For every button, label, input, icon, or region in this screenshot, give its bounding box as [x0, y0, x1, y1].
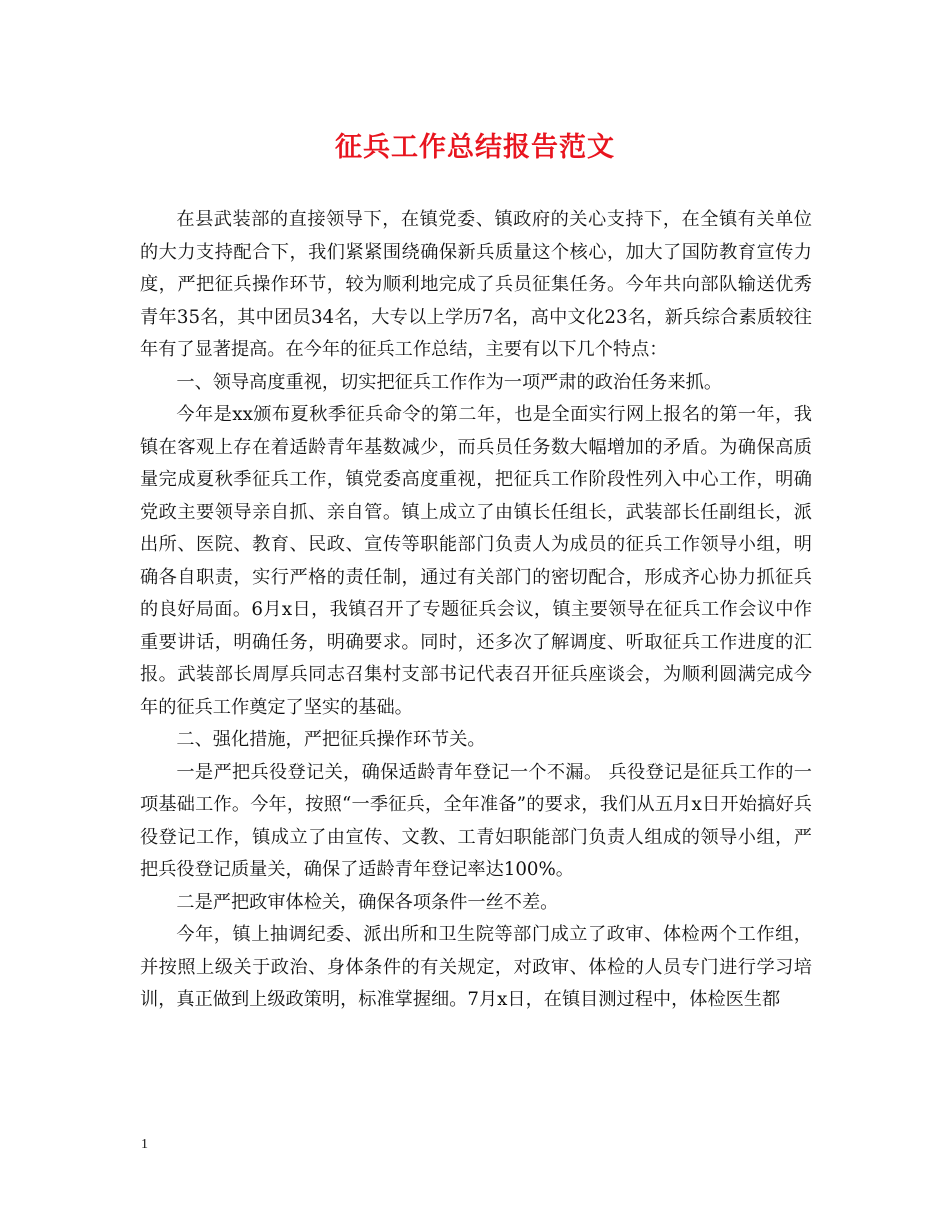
paragraph-review: 今年，镇上抽调纪委、派出所和卫生院等部门成立了政审、体检两个工作组，并按照上级关于政治、身体条件的有关规定，对政审、体检的人员专门进行学习培训，真正做到上级政策明，标准掌握细。7月x日，在镇目测过程中，体检医生都 [140, 924, 812, 1010]
section-heading-2: 二、强化措施，严把征兵操作环节关。 [176, 729, 486, 750]
paragraph-intro: 在县武装部的直接领导下，在镇党委、镇政府的关心支持下，在全镇有关单位的大力支持配合下，我们紧紧围绕确保新兵质量这个核心，加大了国防教育宣传力度，严把征兵操作环节，较为顺利地完成了兵员征集任务。今年共向部队输送优秀青年35名，其中团员34名，大专以上学历7名，高中文化23名，新兵综合素质较往年有了显著提高。在今年的征兵工作总结，主要有以下几个特点： [140, 209, 812, 360]
section-heading-1: 一、领导高度重视，切实把征兵工作作为一项严肃的政治任务来抓。 [176, 371, 723, 393]
document-title: 征兵工作总结报告范文 [335, 132, 615, 163]
page-number: 1 [141, 1137, 148, 1152]
subheading-review: 二是严把政审体检关，确保各项条件一丝不差。 [176, 891, 559, 913]
paragraph-leadership: 今年是xx颁布夏秋季征兵命令的第二年，也是全面实行网上报名的第一年，我镇在客观上存在着适龄青年基数减少，而兵员任务数大幅增加的矛盾。为确保高质量完成夏秋季征兵工作，镇党委高度重视，把征兵工作阶段性列入中心工作，明确党政主要领导亲自抓、亲自管。镇上成立了由镇长任组长，武装部长任副组长，派出所、医院、教育、民政、宣传等职能部门负责人为成员的征兵工作领导小组，明确各自职责，实行严格的责任制，通过有关部门的密切配合，形成齐心协力抓征兵的良好局面。6月x日，我镇召开了专题征兵会议，镇主要领导在征兵工作会议中作重要讲话，明确任务，明确要求。同时，还多次了解调度、听取征兵工作进度的汇报。武装部长周厚兵同志召集村支部书记代表召开征兵座谈会，为顺利圆满完成今年的征兵工作奠定了坚实的基础。 [140, 404, 812, 718]
paragraph-registration: 一是严把兵役登记关，确保适龄青年登记一个不漏。 兵役登记是征兵工作的一项基础工作。今年，按照“一季征兵，全年准备”的要求，我们从五月x日开始搞好兵役登记工作，镇成立了由宣传、文教、工青妇职能部门负责人组成的领导小组，严把兵役登记质量关，确保了适龄青年登记率达100%。 [140, 761, 812, 880]
document-body [140, 204, 812, 1017]
